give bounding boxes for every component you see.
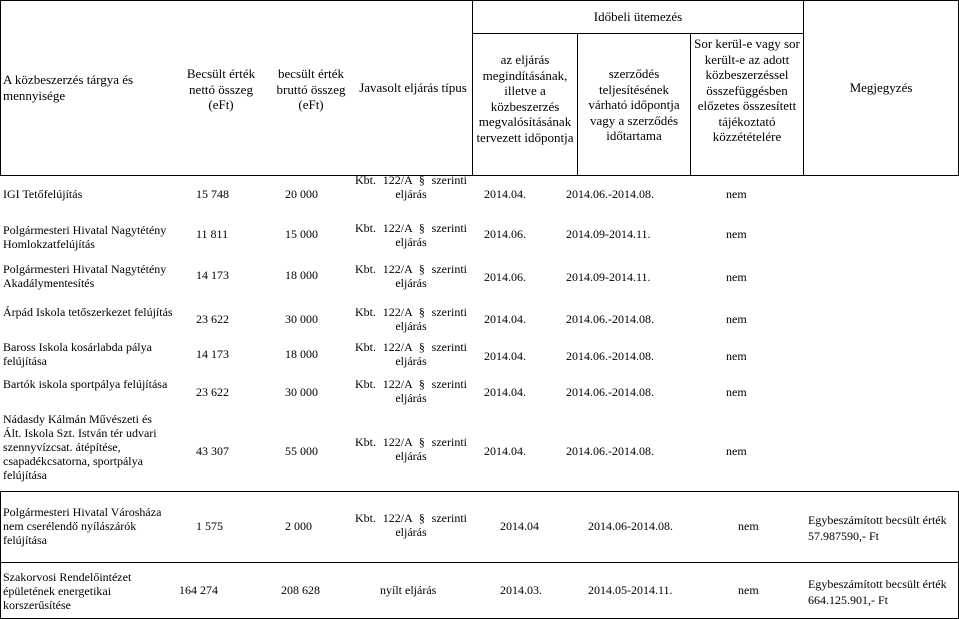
row-prior-notice: nem (726, 444, 747, 458)
row-procedure-line2: eljárás (395, 319, 427, 333)
row-gross-value: 208 628 (281, 583, 320, 597)
row-net-value: 14 173 (196, 268, 229, 282)
row-net-value: 164 274 (179, 583, 218, 597)
header-prior-notice: Sor kerül-e vagy sor került-e az adott közbeszerzéssel összefüggésben előzetes összesített tájékoztató közzétételére (694, 36, 800, 144)
row-procedure-line1: nyílt eljárás (380, 583, 437, 597)
row-subject: Szakorvosi Rendelőintézet épületének energetikai korszerűsítése (3, 570, 132, 612)
row-subject: Polgármesteri Hivatal Városháza nem cserélendő nyílászárók felújítása (3, 505, 162, 547)
row-net-value: 11 811 (196, 227, 229, 241)
row-procedure-line1: Kbt. 122/A § szerinti (355, 340, 467, 354)
row-prior-notice: nem (726, 187, 747, 201)
row-gross-value: 18 000 (285, 268, 318, 282)
row-prior-notice: nem (738, 519, 759, 533)
row-contract-period: 2014.06.-2014.08. (566, 444, 654, 458)
row-start-date: 2014.04. (484, 312, 526, 326)
row-net-value: 15 748 (196, 187, 229, 201)
row-gross-value: 15 000 (285, 227, 318, 241)
row-procedure-line2: eljárás (395, 187, 427, 201)
row-procedure-line2: eljárás (395, 391, 427, 405)
row-gross-value: 30 000 (285, 312, 318, 326)
row-procedure-line2: eljárás (395, 525, 427, 539)
row-subject: Baross Iskola kosárlabda pálya felújítása (3, 340, 152, 368)
row-net-value: 1 575 (196, 519, 223, 533)
row-procedure-line1: Kbt. 122/A § szerinti (355, 435, 467, 449)
row-procedure-line1: Kbt. 122/A § szerinti (355, 305, 467, 319)
row-start-date: 2014.04 (500, 519, 539, 533)
row-procedure-line2: eljárás (395, 449, 427, 463)
row-subject: Bartók iskola sportpálya felújítása (3, 377, 168, 391)
row-net-value: 14 173 (196, 347, 229, 361)
row-net-value: 23 622 (196, 312, 229, 326)
row-start-date: 2014.04. (484, 444, 526, 458)
row-prior-notice: nem (726, 385, 747, 399)
row-procedure-line2: eljárás (395, 276, 427, 290)
row-prior-notice: nem (726, 312, 747, 326)
row-procedure-line1: Kbt. 122/A § szerinti (355, 173, 467, 187)
row-net-value: 23 622 (196, 385, 229, 399)
group-title-schedule: Időbeli ütemezés (593, 9, 683, 24)
row-gross-value: 55 000 (285, 444, 318, 458)
row-start-date: 2014.06. (484, 270, 526, 284)
row-contract-period: 2014.06.-2014.08. (566, 312, 654, 326)
row-prior-notice: nem (726, 227, 747, 241)
row-start-date: 2014.04. (484, 187, 526, 201)
row-procedure-line1: Kbt. 122/A § szerinti (355, 221, 467, 235)
header-contract-period: szerződés teljesítésének várható időpontja vagy a szerződés időtartama (588, 66, 680, 143)
row-note: Egybeszámított becsült érték 664.125.901,- Ft (808, 577, 947, 607)
header-procedure-type: Javasolt eljárás típus (359, 80, 467, 95)
row-start-date: 2014.04. (484, 385, 526, 399)
row-procedure-line1: Kbt. 122/A § szerinti (355, 377, 467, 391)
row-contract-period: 2014.09-2014.11. (566, 227, 651, 241)
row-subject: Polgármesteri Hivatal Nagytétény Akadálymentesítés (3, 262, 167, 290)
row-contract-period: 2014.06.-2014.08. (566, 187, 654, 201)
header-net-value: Becsült érték nettó összeg (eFt) (186, 66, 256, 112)
row-procedure-line1: Kbt. 122/A § szerinti (355, 262, 467, 276)
row-gross-value: 18 000 (285, 347, 318, 361)
row-contract-period: 2014.06.-2014.08. (566, 385, 654, 399)
header-note: Megjegyzés (849, 80, 913, 95)
row-start-date: 2014.03. (500, 583, 542, 597)
row-start-date: 2014.04. (484, 349, 526, 363)
row-subject: Nádasdy Kálmán Művészeti és Ált. Iskola Szt. István tér udvari szennyvízcsat. átépítése, csapadékcsatorna, sportpálya felújítása (3, 412, 157, 482)
row-prior-notice: nem (726, 349, 747, 363)
row-gross-value: 20 000 (285, 187, 318, 201)
header-gross-value: becsült érték bruttó összeg (eFt) (276, 66, 346, 112)
row-subject: IGI Tetőfelújítás (3, 187, 83, 201)
row-contract-period: 2014.09-2014.11. (566, 270, 651, 284)
row-subject: Polgármesteri Hivatal Nagytétény Homlokzatfelújítás (3, 223, 167, 251)
row-prior-notice: nem (726, 270, 747, 284)
row-contract-period: 2014.05-2014.11. (588, 583, 673, 597)
row-prior-notice: nem (738, 583, 759, 597)
row-gross-value: 30 000 (285, 385, 318, 399)
header-subject: A közbeszerzés tárgya és mennyisége (3, 72, 134, 103)
header-start-date: az eljárás megindításának, illetve a közbeszerzés megvalósításának tervezett időpontja (476, 52, 574, 145)
row-procedure-line2: eljárás (395, 235, 427, 249)
row-procedure-line1: Kbt. 122/A § szerinti (355, 511, 467, 525)
row-subject: Árpád Iskola tetőszerkezet felújítás (3, 305, 173, 319)
row-contract-period: 2014.06-2014.08. (588, 519, 673, 533)
row-contract-period: 2014.06.-2014.08. (566, 349, 654, 363)
row-procedure-line2: eljárás (395, 354, 427, 368)
row-start-date: 2014.06. (484, 227, 526, 241)
row-note: Egybeszámított becsült érték 57.987590,- Ft (808, 513, 947, 543)
row-net-value: 43 307 (196, 444, 229, 458)
row-gross-value: 2 000 (285, 519, 312, 533)
